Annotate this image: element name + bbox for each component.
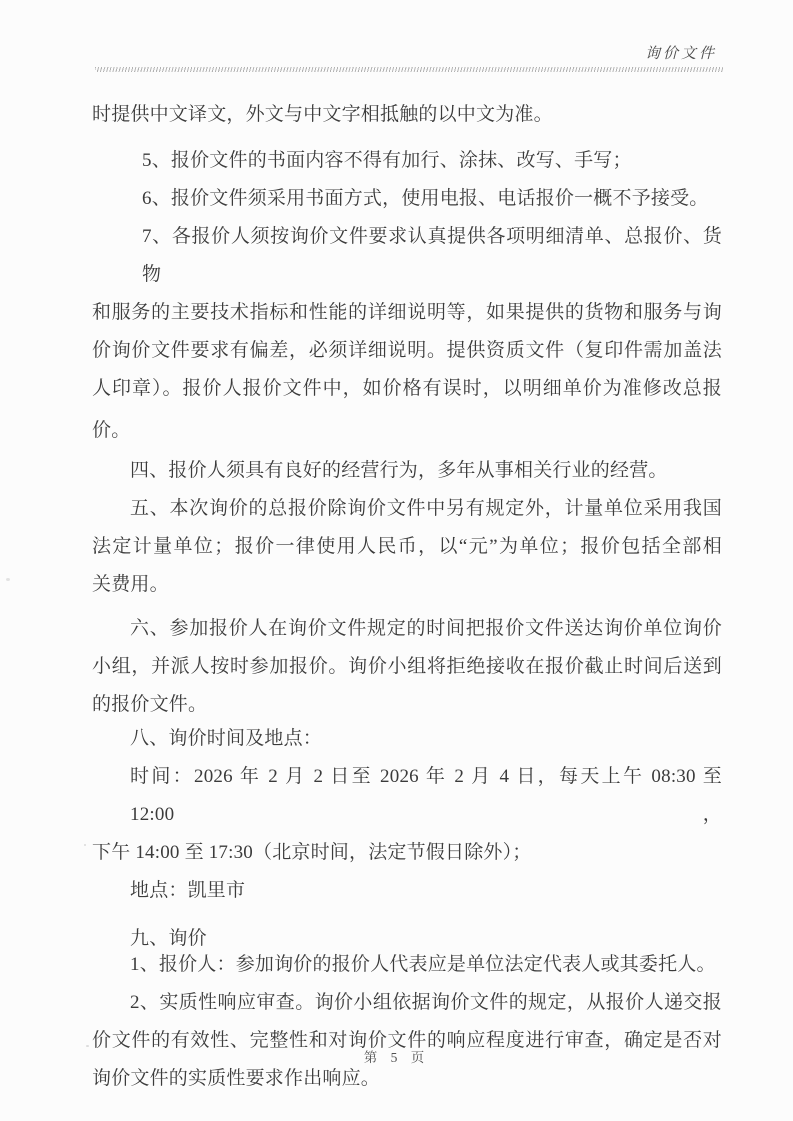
body-line: 的报价文件。 bbox=[92, 694, 208, 715]
body-line: 小组，并派人按时参加报价。询价小组将拒绝接收在报价截止时间后送到 bbox=[92, 656, 722, 677]
body-line: 价询价文件要求有偏差，必须详细说明。提供资质文件（复印件需加盖法 bbox=[92, 340, 722, 361]
scan-speck bbox=[6, 578, 10, 581]
header-title: 询价文件 bbox=[644, 46, 717, 62]
header-rule bbox=[95, 67, 723, 72]
body-line: 人印章）。报价人报价文件中，如价格有误时，以明细单价为准修改总报 bbox=[92, 378, 722, 399]
body-line-item-7: 7、各报价人须按询价文件要求认真提供各项明细清单、总报价、货物 bbox=[142, 226, 722, 285]
body-line: 价文件的有效性、完整性和对询价文件的响应程度进行审查，确定是否对 bbox=[92, 1030, 722, 1051]
scan-speck bbox=[84, 844, 86, 846]
document-body bbox=[92, 96, 722, 1098]
body-line-item-5: 5、报价文件的书面内容不得有加行、涂抹、改写、手写； bbox=[142, 150, 632, 171]
body-line-item-2: 2、实质性响应审查。询价小组依据询价文件的规定，从报价人递交报 bbox=[130, 992, 722, 1013]
heading-section-4: 四、报价人须具有良好的经营行为，多年从事相关行业的经营。 bbox=[130, 460, 668, 481]
body-line: 和服务的主要技术指标和性能的详细说明等，如果提供的货物和服务与询 bbox=[92, 302, 722, 323]
body-line-item-6: 6、报价文件须采用书面方式，使用电报、电话报价一概不予接受。 bbox=[142, 188, 709, 209]
heading-section-8: 八、询价时间及地点： bbox=[130, 728, 323, 749]
body-line-item-1: 1、报价人：参加询价的报价人代表应是单位法定代表人或其委托人。 bbox=[130, 954, 716, 975]
heading-section-9: 九、询价 bbox=[130, 928, 207, 949]
scan-speck bbox=[86, 1045, 89, 1047]
body-line: 关费用。 bbox=[92, 574, 169, 595]
inquiry-time-line-2: 下午 14:00 至 17:30（北京时间，法定节假日除外）； bbox=[92, 842, 532, 863]
heading-section-5: 五、本次询价的总报价除询价文件中另有规定外，计量单位采用我国 bbox=[130, 498, 722, 519]
inquiry-location-line: 地点：凯里市 bbox=[130, 880, 246, 901]
heading-section-6: 六、参加报价人在询价文件规定的时间把报价文件送达询价单位询价 bbox=[130, 618, 722, 639]
body-line: 时提供中文译文，外文与中文字相抵触的以中文为准。 bbox=[92, 104, 553, 125]
body-line: 法定计量单位；报价一律使用人民币，以“元”为单位；报价包括全部相 bbox=[92, 536, 722, 557]
inquiry-time-line: 时间：2026 年 2 月 2 日至 2026 年 2 月 4 日，每天上午 08:30 至 12:00， bbox=[130, 766, 722, 825]
body-line: 询价文件的实质性要求作出响应。 bbox=[92, 1068, 381, 1089]
body-line: 价。 bbox=[92, 420, 131, 441]
page-number: 第 5 页 bbox=[363, 1050, 430, 1065]
